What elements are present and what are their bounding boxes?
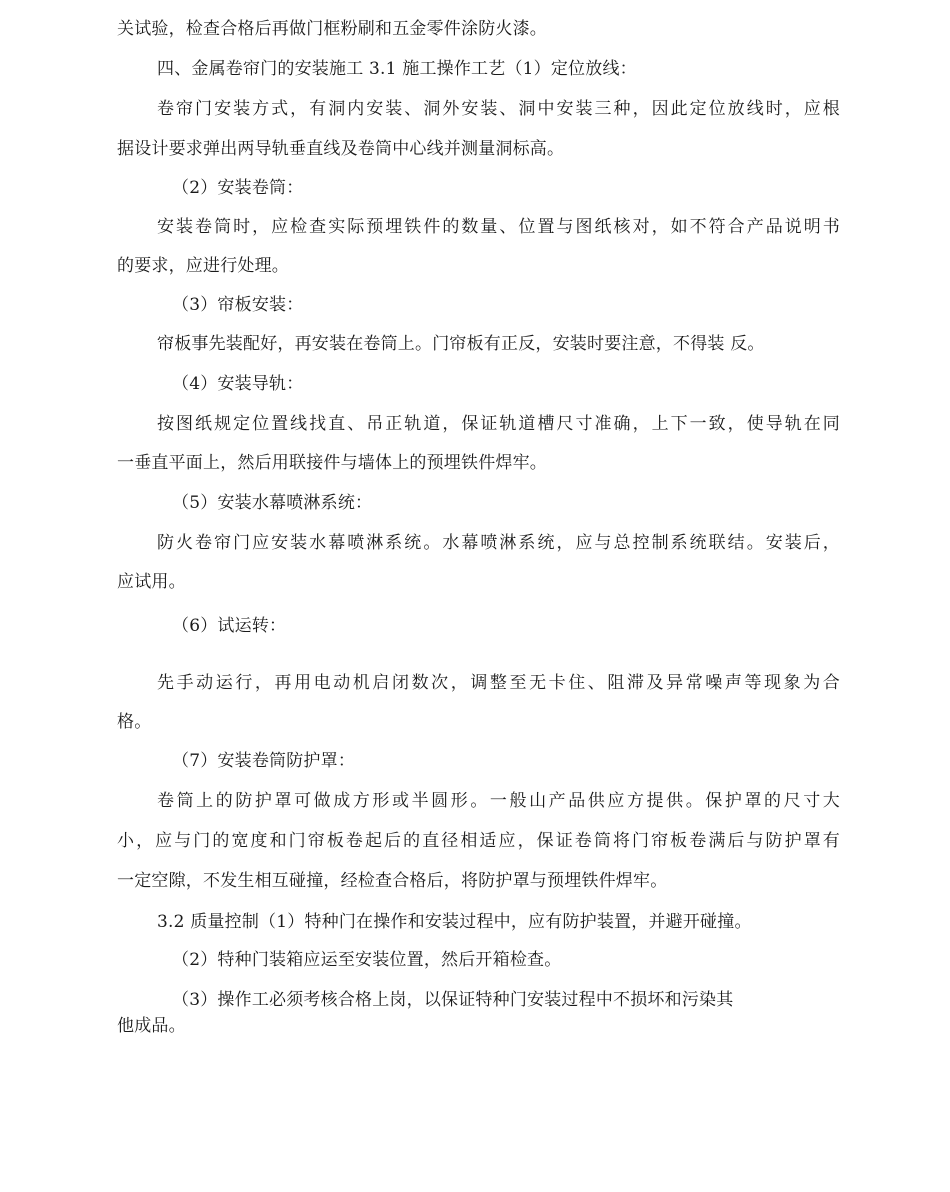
subheading: （7）安装卷筒防护罩：	[172, 751, 356, 771]
paragraph-line: 卷帘门安装方式，有洞内安装、洞外安装、洞中安装三种，因此定位放线时，应根	[157, 99, 840, 119]
subheading: （6）试运转：	[172, 616, 287, 636]
subheading: （4）安装导轨：	[172, 374, 304, 394]
paragraph-line: 防火卷帘门应安装水幕喷淋系统。水幕喷淋系统，应与总控制系统联结。安装后，	[157, 533, 840, 553]
paragraph-line: 一垂直平面上，然后用联接件与墙体上的预埋铁件焊牢。	[117, 453, 547, 473]
section-heading: 四、金属卷帘门的安装施工 3.1 施工操作工艺（1）定位放线：	[157, 59, 637, 79]
paragraph-line: 小，应与门的宽度和门帘板卷起后的直径相适应，保证卷筒将门帘板卷满后与防护罩有	[117, 831, 840, 851]
subheading: （2）安装卷筒：	[172, 178, 304, 198]
paragraph-line: 格。	[117, 712, 152, 732]
paragraph-line: （3）操作工必须考核合格上岗，以保证特种门安装过程中不损坏和污染其	[172, 990, 734, 1010]
paragraph-line: 先手动运行，再用电动机启闭数次，调整至无卡住、阻滞及异常噪声等现象为合	[157, 673, 840, 693]
paragraph-line: 他成品。	[117, 1016, 186, 1036]
paragraph-line: 关试验，检查合格后再做门框粉刷和五金零件涂防火漆。	[117, 19, 547, 39]
paragraph-line: 一定空隙，不发生相互碰撞，经检查合格后，将防护罩与预埋铁件焊牢。	[117, 871, 668, 891]
paragraph-line: 据设计要求弹出两导轨垂直线及卷筒中心线并测量洞标高。	[117, 139, 565, 159]
section-heading: 3.2 质量控制（1）特种门在操作和安装过程中，应有防护装置，并避开碰撞。	[157, 912, 752, 932]
subheading: （5）安装水幕喷淋系统：	[172, 493, 373, 513]
paragraph-line: 按图纸规定位置线找直、吊正轨道，保证轨道槽尺寸准确，上下一致，使导轨在同	[157, 414, 840, 434]
paragraph-line: （2）特种门装箱应运至安装位置，然后开箱检查。	[172, 950, 562, 970]
paragraph-line: 帘板事先装配好，再安装在卷筒上。门帘板有正反，安装时要注意，不得装 反。	[157, 334, 765, 354]
paragraph-line: 应试用。	[117, 572, 186, 592]
paragraph-line: 安装卷筒时，应检查实际预埋铁件的数量、位置与图纸核对，如不符合产品说明书	[157, 217, 840, 237]
paragraph-line: 的要求，应进行处理。	[117, 256, 289, 276]
paragraph-line: 卷筒上的防护罩可做成方形或半圆形。一般山产品供应方提供。保护罩的尺寸大	[157, 791, 840, 811]
subheading: （3）帘板安装：	[172, 295, 304, 315]
